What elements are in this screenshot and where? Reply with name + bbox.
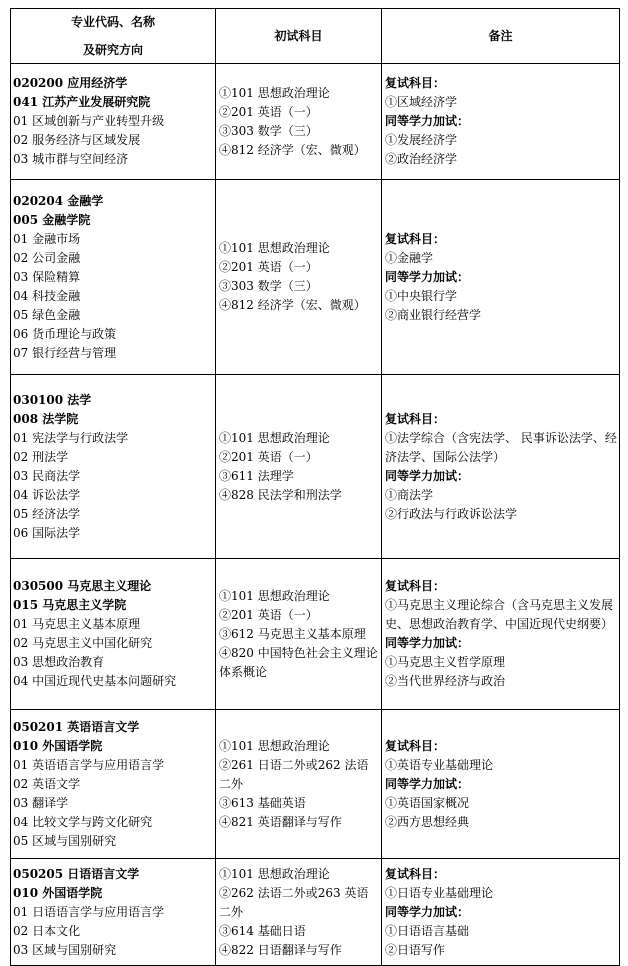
- header-exam-subjects: 初试科目: [216, 9, 382, 64]
- research-direction: 04 比较文学与跨文化研究: [13, 814, 153, 829]
- remark-heading: 复试科目：: [385, 579, 446, 593]
- major-code-line: 030100 法学: [13, 392, 92, 407]
- major-cell-content: [11, 74, 215, 169]
- remarks-cell: [382, 710, 620, 859]
- research-direction: 05 区域与国别研究: [13, 833, 117, 848]
- major-code-line: 010 外国语学院: [13, 885, 103, 900]
- major-cell-content: [11, 577, 215, 691]
- remark-heading: 复试科目：: [385, 231, 446, 246]
- header-major-line1: 专业代码、名称: [70, 15, 155, 29]
- remarks-content: [382, 737, 619, 832]
- exam-subject: ①101 思想政治理论: [219, 85, 330, 100]
- research-direction: 01 金融市场: [13, 231, 81, 246]
- research-direction: 06 货币理论与政策: [13, 326, 117, 341]
- remarks-cell: [382, 559, 620, 710]
- research-direction: 04 中国近现代史基本问题研究: [13, 674, 177, 688]
- exam-subjects-content: [216, 587, 381, 682]
- remarks-content: [382, 410, 619, 524]
- major-cell: [11, 180, 216, 375]
- major-cell: [11, 559, 216, 710]
- major-cell-content: [11, 391, 215, 543]
- major-code-line: 015 马克思主义学院: [13, 598, 127, 612]
- remark-item: ②商业银行经营学: [385, 307, 482, 322]
- research-direction: 04 科技金融: [13, 288, 81, 303]
- remark-item: ②行政法与行政诉讼法学: [385, 506, 518, 521]
- table-row: [11, 180, 620, 375]
- remark-heading: 同等学力加试：: [385, 776, 470, 791]
- research-direction: 07 银行经营与管理: [13, 345, 117, 360]
- exam-subject: ②261 日语二外或262 法语二外: [219, 757, 369, 791]
- remark-item: ①发展经济学: [385, 133, 458, 147]
- table-row: [11, 375, 620, 559]
- exam-subject: ③303 数学（三）: [219, 123, 318, 138]
- research-direction: 02 英语文学: [13, 776, 81, 791]
- research-direction: 03 翻译学: [13, 795, 69, 810]
- research-direction: 03 城市群与空间经济: [13, 152, 129, 166]
- research-direction: 03 思想政治教育: [13, 655, 105, 669]
- remark-heading: 同等学力加试：: [385, 904, 470, 919]
- exam-subjects-cell: [216, 375, 382, 559]
- exam-subject: ②201 英语（一）: [219, 449, 318, 464]
- research-direction: 02 刑法学: [13, 449, 69, 464]
- header-major: [11, 9, 216, 64]
- major-code-line: 050205 日语语言文学: [13, 866, 140, 881]
- header-major-line2: 及研究方向: [82, 43, 143, 57]
- exam-subject: ④821 英语翻译与写作: [219, 814, 342, 829]
- remark-heading: 同等学力加试：: [385, 269, 470, 284]
- remark-item: ②日语写作: [385, 942, 446, 957]
- research-direction: 02 日本文化: [13, 923, 81, 938]
- exam-subject: ③612 马克思主义基本原理: [219, 626, 366, 641]
- exam-subject: ④828 民法学和刑法学: [219, 487, 342, 502]
- remark-heading: 同等学力加试：: [385, 636, 470, 650]
- remark-item: ②西方思想经典: [385, 814, 470, 829]
- major-code-line: 020200 应用经济学: [13, 76, 128, 90]
- research-direction: 02 服务经济与区域发展: [13, 133, 141, 147]
- research-direction: 06 国际法学: [13, 525, 81, 540]
- research-direction: 01 宪法学与行政法学: [13, 430, 129, 445]
- remark-item: ①区域经济学: [385, 95, 458, 109]
- remark-item: ①英语专业基础理论: [385, 757, 494, 772]
- exam-subject: ①101 思想政治理论: [219, 241, 330, 255]
- exam-subject: ②201 英语（一）: [219, 607, 318, 622]
- major-code-line: 041 江苏产业发展研究院: [13, 95, 151, 109]
- major-code-line: 010 外国语学院: [13, 738, 103, 753]
- major-cell: [11, 64, 216, 180]
- exam-subject: ③303 数学（三）: [219, 279, 318, 293]
- remark-item: ①马克思主义哲学原理: [385, 655, 506, 669]
- exam-subjects-cell: [216, 710, 382, 859]
- exam-subject: ④812 经济学（宏、微观）: [219, 142, 366, 157]
- exam-subjects-cell: [216, 859, 382, 966]
- remarks-cell: [382, 180, 620, 375]
- remarks-cell: [382, 64, 620, 180]
- remark-heading: 复试科目：: [385, 738, 446, 753]
- research-direction: 03 民商法学: [13, 468, 81, 483]
- exam-subject: ②201 英语（一）: [219, 104, 318, 119]
- research-direction: 05 绿色金融: [13, 307, 81, 322]
- research-direction: 01 区域创新与产业转型升级: [13, 114, 165, 128]
- research-direction: 01 英语语言学与应用语言学: [13, 757, 165, 772]
- exam-subject: ②201 英语（一）: [219, 260, 318, 274]
- research-direction: 05 经济法学: [13, 506, 81, 521]
- remark-item: ①法学综合（含宪法学、 民事诉讼法学、经济法学、国际公法学）: [385, 430, 617, 464]
- admissions-table: [10, 8, 620, 966]
- exam-subjects-cell: [216, 559, 382, 710]
- exam-subjects-content: [216, 429, 381, 505]
- major-cell-content: [11, 718, 215, 851]
- table-header-row: [11, 9, 620, 64]
- remark-item: ①马克思主义理论综合（含马克思主义发展史、思想政治教育学、中国近现代史纲要）: [385, 598, 614, 631]
- exam-subject: ①101 思想政治理论: [219, 588, 330, 603]
- major-code-line: 008 法学院: [13, 411, 79, 426]
- major-code-line: 030500 马克思主义理论: [13, 579, 152, 593]
- header-remarks: 备注: [382, 9, 620, 64]
- exam-subjects-content: [216, 865, 381, 960]
- remark-heading: 复试科目：: [385, 866, 446, 881]
- exam-subject: ①101 思想政治理论: [219, 866, 330, 881]
- exam-subject: ④822 日语翻译与写作: [219, 942, 342, 957]
- remark-item: ①日语专业基础理论: [385, 885, 494, 900]
- major-cell-content: [11, 192, 215, 363]
- major-cell-content: [11, 865, 215, 960]
- remark-item: ②政治经济学: [385, 152, 458, 166]
- remarks-content: [382, 74, 619, 169]
- research-direction: 01 马克思主义基本原理: [13, 617, 141, 631]
- exam-subjects-cell: [216, 180, 382, 375]
- major-code-line: 005 金融学院: [13, 212, 91, 227]
- exam-subject: ④812 经济学（宏、微观）: [219, 298, 366, 312]
- remark-item: ①商法学: [385, 487, 434, 502]
- major-code-line: 020204 金融学: [13, 193, 104, 208]
- major-code-line: 050201 英语语言文学: [13, 719, 140, 734]
- remark-item: ②当代世界经济与政治: [385, 674, 506, 688]
- exam-subjects-content: [216, 84, 381, 160]
- exam-subject: ②262 法语二外或263 英语二外: [219, 885, 369, 919]
- remark-heading: 复试科目：: [385, 411, 446, 426]
- research-direction: 04 诉讼法学: [13, 487, 81, 502]
- remarks-cell: [382, 375, 620, 559]
- remarks-content: [382, 577, 619, 691]
- exam-subject: ③613 基础英语: [219, 795, 306, 810]
- research-direction: 02 公司金融: [13, 250, 81, 265]
- table-row: [11, 859, 620, 966]
- research-direction: 01 日语语言学与应用语言学: [13, 904, 165, 919]
- exam-subject: ③614 基础日语: [219, 923, 306, 938]
- research-direction: 03 保险精算: [13, 269, 81, 284]
- table-row: [11, 64, 620, 180]
- exam-subject: ①101 思想政治理论: [219, 738, 330, 753]
- exam-subject: ④820 中国特色社会主义理论体系概论: [219, 645, 378, 679]
- remark-heading: 复试科目：: [385, 76, 446, 90]
- exam-subjects-cell: [216, 64, 382, 180]
- remarks-cell: [382, 859, 620, 966]
- remarks-content: [382, 230, 619, 325]
- major-cell: [11, 375, 216, 559]
- research-direction: 02 马克思主义中国化研究: [13, 636, 153, 650]
- remark-item: ①金融学: [385, 250, 434, 265]
- remark-item: ①日语语言基础: [385, 923, 470, 938]
- exam-subject: ①101 思想政治理论: [219, 430, 330, 445]
- exam-subject: ③611 法理学: [219, 468, 294, 483]
- remark-item: ①中央银行学: [385, 288, 458, 303]
- research-direction: 03 区域与国别研究: [13, 942, 117, 957]
- major-cell: [11, 859, 216, 966]
- remark-item: ①英语国家概况: [385, 795, 470, 810]
- exam-subjects-content: [216, 239, 381, 315]
- remark-heading: 同等学力加试：: [385, 468, 470, 483]
- remarks-content: [382, 865, 619, 960]
- major-cell: [11, 710, 216, 859]
- remark-heading: 同等学力加试：: [385, 114, 470, 128]
- exam-subjects-content: [216, 737, 381, 832]
- table-row: [11, 710, 620, 859]
- table-row: [11, 559, 620, 710]
